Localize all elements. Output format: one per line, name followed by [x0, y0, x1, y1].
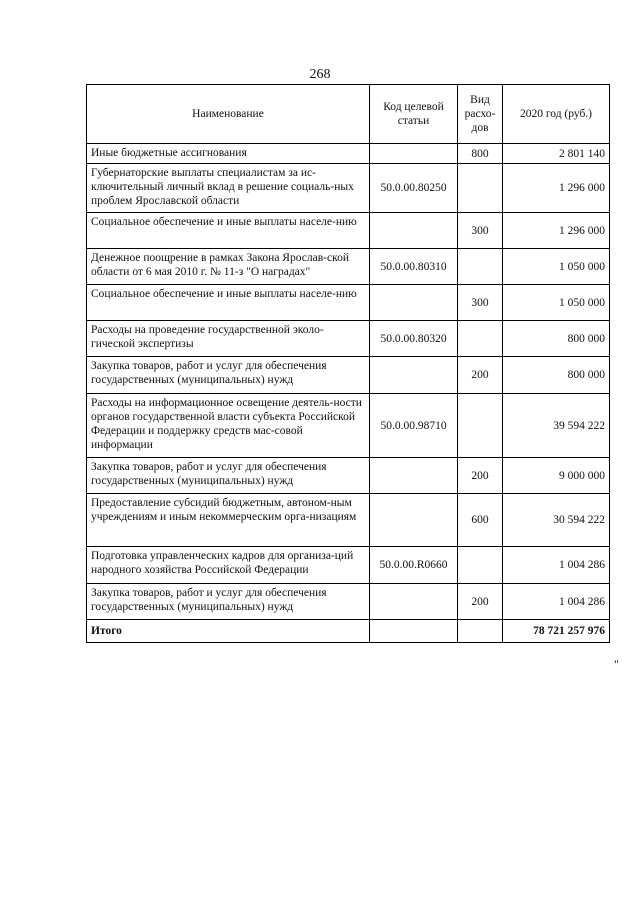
row-amount: 1 004 286 [503, 584, 610, 620]
row-type: 300 [458, 213, 503, 249]
total-code-empty [370, 620, 458, 643]
row-code: 50.0.00.98710 [370, 394, 458, 458]
row-type: 200 [458, 357, 503, 394]
row-code [370, 285, 458, 321]
row-type [458, 547, 503, 584]
row-code: 50.0.00.R0660 [370, 547, 458, 584]
table-row [87, 547, 610, 584]
row-code: 50.0.00.80310 [370, 249, 458, 285]
row-amount: 39 594 222 [503, 394, 610, 458]
row-code [370, 357, 458, 394]
row-code: 50.0.00.80320 [370, 321, 458, 357]
row-amount: 9 000 000 [503, 458, 610, 494]
page-number: 268 [309, 67, 331, 82]
row-amount: 1 004 286 [503, 547, 610, 584]
row-type [458, 164, 503, 213]
row-name: Закупка товаров, работ и услуг для обеспечения государственных (муниципальных) нужд [87, 458, 370, 494]
row-name: Закупка товаров, работ и услуг для обеспечения государственных (муниципальных) нужд [87, 357, 370, 394]
row-amount: 30 594 222 [503, 494, 610, 547]
row-amount: 2 801 140 [503, 144, 610, 164]
header-name: Наименование [87, 85, 370, 144]
row-name: Губернаторские выплаты специалистам за ис-ключительный личный вклад в решение социаль-ных проблем Ярославской области [87, 164, 370, 213]
table-row [87, 494, 610, 547]
header-code: Код целевой статьи [370, 85, 458, 144]
total-label: Итого [87, 620, 370, 643]
table-row [87, 321, 610, 357]
table-row [87, 144, 610, 164]
table-row [87, 357, 610, 394]
row-type [458, 249, 503, 285]
row-type: 800 [458, 144, 503, 164]
row-name: Социальное обеспечение и иные выплаты населе-нию [87, 213, 370, 249]
total-row [87, 620, 610, 643]
row-type [458, 321, 503, 357]
table-row [87, 584, 610, 620]
row-code [370, 213, 458, 249]
total-amount: 78 721 257 976 [503, 620, 610, 643]
row-name: Иные бюджетные ассигнования [87, 144, 370, 164]
table-header-row [87, 85, 610, 144]
row-type: 300 [458, 285, 503, 321]
table-row [87, 213, 610, 249]
total-type-empty [458, 620, 503, 643]
row-type: 200 [458, 584, 503, 620]
header-amount: 2020 год (руб.) [503, 85, 610, 144]
row-amount: 1 050 000 [503, 249, 610, 285]
table-row [87, 458, 610, 494]
row-type: 600 [458, 494, 503, 547]
table-row [87, 394, 610, 458]
row-name: Расходы на информационное освещение деятель-ности органов государственной власти субъекта Российской Федерации и поддержку средств мас-совой информации [87, 394, 370, 458]
table-row [87, 164, 610, 213]
row-type: 200 [458, 458, 503, 494]
row-amount: 1 050 000 [503, 285, 610, 321]
row-code [370, 458, 458, 494]
row-name: Денежное поощрение в рамках Закона Ярослав-ской области от 6 мая 2010 г. № 11-з "О наградах" [87, 249, 370, 285]
row-code [370, 494, 458, 547]
table-row [87, 285, 610, 321]
row-code [370, 584, 458, 620]
table-row [87, 249, 610, 285]
row-name: Социальное обеспечение и иные выплаты населе-нию [87, 285, 370, 321]
row-amount: 1 296 000 [503, 213, 610, 249]
row-code [370, 144, 458, 164]
header-type: Вид расхо-дов [458, 85, 503, 144]
row-amount: 800 000 [503, 321, 610, 357]
row-type [458, 394, 503, 458]
row-name: Закупка товаров, работ и услуг для обеспечения государственных (муниципальных) нужд [87, 584, 370, 620]
row-code: 50.0.00.80250 [370, 164, 458, 213]
row-name: Подготовка управленческих кадров для организа-ций народного хозяйства Российской Федерации [87, 547, 370, 584]
row-amount: 1 296 000 [503, 164, 610, 213]
row-name: Расходы на проведение государственной эколо-гической экспертизы [87, 321, 370, 357]
row-name: Предоставление субсидий бюджетным, автоном-ным учреждениям и иным некоммерческим орга-низациям [87, 494, 370, 547]
closing-quote-mark: " [614, 657, 619, 671]
row-amount: 800 000 [503, 357, 610, 394]
budget-table [86, 84, 610, 643]
